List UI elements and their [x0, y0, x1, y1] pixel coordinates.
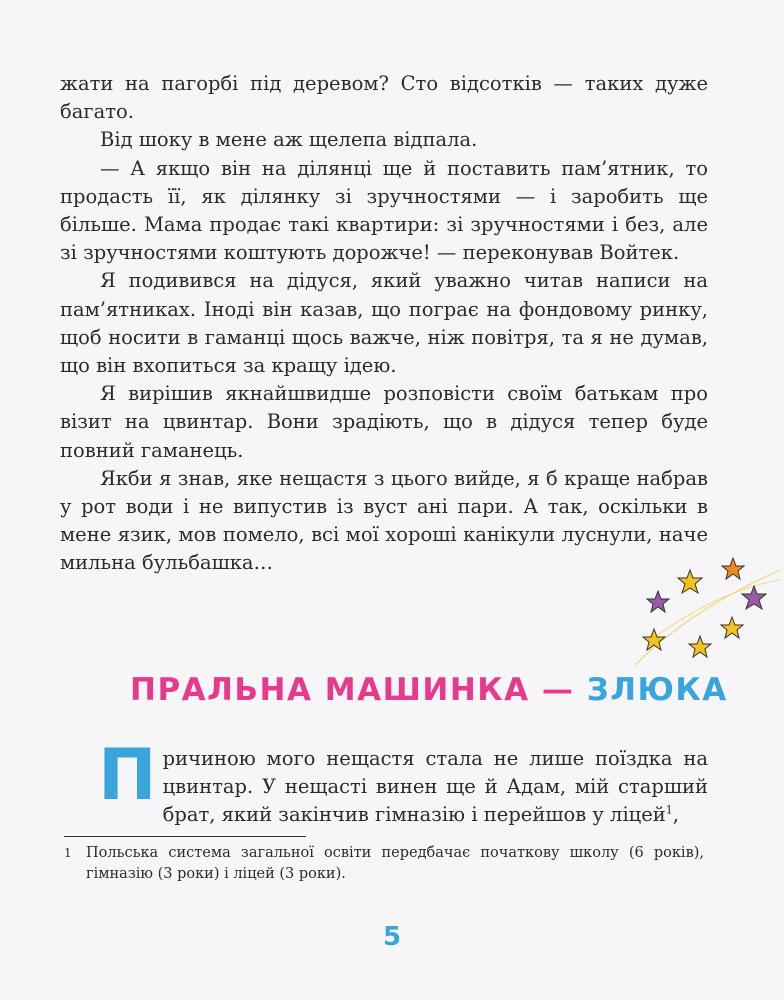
paragraph: — А якщо він на ділянці ще й поставить пам’ятник, то продасть її, як ділянку зі зручностями — і заробить ще більше. Мама продає такі квартири: зі зручностями і без, але зі зручностями коштують дорожче! — переконував Войтек. [60, 156, 708, 265]
star-icon [722, 558, 744, 579]
footnote-text: Польська система загальної освіти передбачає початкову школу (6 років), гімназію (3 роки) і ліцей (3 роки). [86, 845, 704, 882]
star-trail-line [635, 570, 780, 665]
body-text [60, 70, 708, 578]
paragraph-text: ричиною мого нещастя стала не лише поїздка на цвинтар. У нещасті винен ще й Адам, мій старший брат, який закінчив гімназію і перейшов у ліцей [162, 747, 708, 827]
footnote-divider [64, 836, 306, 837]
paragraph-text-end: , [672, 803, 679, 827]
footnote-reference[interactable]: 1 [665, 803, 673, 817]
chapter-first-paragraph [60, 734, 708, 830]
star-icon [689, 636, 711, 657]
star-icon [721, 617, 743, 638]
paragraph: жати на пагорбі під деревом? Сто відсотків — таких дуже багато. [60, 72, 708, 124]
chapter-title-part1: ПРАЛЬНА МАШИНКА [130, 672, 530, 708]
stars-decoration [630, 550, 784, 670]
chapter-title-dash: — [529, 672, 587, 708]
page-number: 5 [382, 922, 402, 952]
star-icon [742, 586, 766, 609]
chapter-title-part2: ЗЛЮКА [586, 672, 728, 708]
footnote-mark: 1 [64, 846, 72, 860]
paragraph: Якби я знав, яке нещастя з цього вийде, я б краще набрав у рот води і не випустив із вуст ані пари. А так, оскільки в мене язик, мов помело, всі мої хороші канікули луснули, наче мильна бульбашка… [60, 466, 708, 575]
star-icon [647, 591, 669, 612]
star-trail-line [650, 580, 780, 640]
paragraph: Від шоку в мене аж щелепа відпала. [100, 128, 478, 152]
footnote [60, 843, 708, 885]
chapter-title [130, 672, 728, 708]
paragraph: Я вирішив якнайшвидше розповісти своїм батькам про візит на цвинтар. Вони зрадіють, що в дідуся тепер буде повний гаманець. [60, 382, 708, 462]
drop-cap: П [98, 734, 157, 816]
star-icon [678, 570, 702, 593]
paragraph: Я подивився на дідуся, який уважно читав написи на пам’ятниках. Іноді він казав, що пограє на фондовому ринку, щоб носити в гаманці щось важче, ніж повітря, та я не думав, що він вхопиться за кращу ідею. [60, 269, 708, 378]
